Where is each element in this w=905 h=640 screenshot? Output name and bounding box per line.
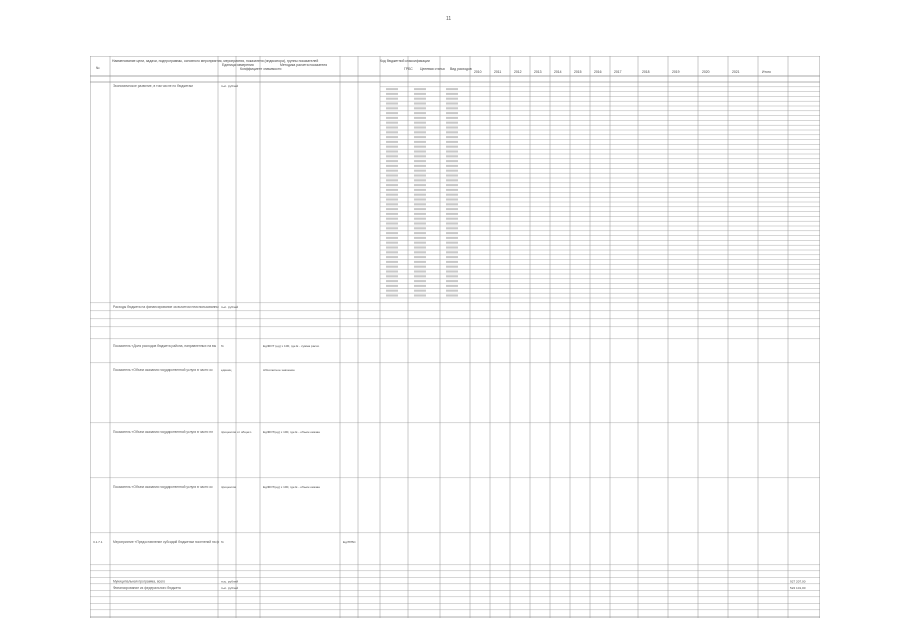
row-label: Показатель «Объем оказания государственной услуги в части пл <box>113 429 213 434</box>
cell-mark <box>446 199 458 201</box>
cell-mark <box>414 107 426 109</box>
cell-mark <box>414 112 426 114</box>
cell-mark <box>386 103 398 105</box>
cell-mark <box>414 98 426 100</box>
cell-mark <box>414 179 426 181</box>
cell-mark <box>386 247 398 249</box>
cell-mark <box>446 136 458 138</box>
cell-mark <box>414 218 426 220</box>
header-kbk-type: Вид расходов <box>450 67 472 71</box>
cell-mark <box>386 251 398 253</box>
cell-mark <box>414 213 426 215</box>
row-label: Финансирование из федерального бюджета <box>113 585 181 590</box>
header-kbk: Код бюджетной классификации <box>380 59 430 63</box>
cell-mark <box>414 131 426 133</box>
header-coef: Коэффициент значимости <box>240 67 282 71</box>
row-total: 927 207,00 <box>790 579 806 584</box>
cell-mark <box>446 227 458 229</box>
cell-mark <box>414 223 426 225</box>
header-year: 2012 <box>514 70 522 74</box>
cell-mark <box>386 189 398 191</box>
row-label: Показатель «Доля расходов бюджета района, направленных на вы <box>113 343 217 348</box>
row-grbs: Ед/ГРБС <box>343 539 356 544</box>
cell-mark <box>446 237 458 239</box>
row-unit: тыс. рублей <box>221 585 239 590</box>
cell-mark <box>446 218 458 220</box>
cell-mark <box>414 194 426 196</box>
cell-mark <box>386 266 398 268</box>
cell-mark <box>446 160 458 162</box>
row-number: 3.1.7.1 <box>93 539 103 544</box>
cell-mark <box>414 290 426 292</box>
header-year: Итого <box>762 70 771 74</box>
cell-mark <box>386 295 398 297</box>
cell-mark <box>414 170 426 172</box>
header-year: 2010 <box>474 70 482 74</box>
header-year: 2018 <box>642 70 650 74</box>
header-year: 2020 <box>702 70 710 74</box>
cell-mark <box>446 107 458 109</box>
cell-mark <box>414 227 426 229</box>
cell-mark <box>386 146 398 148</box>
cell-mark <box>446 295 458 297</box>
cell-mark <box>414 280 426 282</box>
row-unit: процентов от общего <box>221 429 252 434</box>
row-label: Муниципальная программа, всего <box>113 579 166 584</box>
cell-mark <box>446 213 458 215</box>
cell-mark <box>386 261 398 263</box>
cell-mark <box>414 117 426 119</box>
row-label: Показатель «Объем оказания государственной услуги в части ос <box>113 367 213 372</box>
cell-mark <box>446 247 458 249</box>
cell-mark <box>446 131 458 133</box>
cell-mark <box>414 208 426 210</box>
cell-mark <box>386 199 398 201</box>
row-unit: % <box>221 343 224 348</box>
header-year: 2013 <box>534 70 542 74</box>
cell-mark <box>446 242 458 244</box>
cell-mark <box>414 261 426 263</box>
cell-mark <box>414 232 426 234</box>
cell-mark <box>446 189 458 191</box>
cell-mark <box>414 155 426 157</box>
header-year: 2015 <box>574 70 582 74</box>
cell-mark <box>386 160 398 162</box>
header-year: 2017 <box>614 70 622 74</box>
cell-mark <box>386 218 398 220</box>
row-method: Ед/ФОТ (ед) х 100, где Е - сумма расхо <box>263 343 320 348</box>
cell-mark <box>446 93 458 95</box>
cell-mark <box>414 184 426 186</box>
cell-mark <box>446 208 458 210</box>
cell-mark <box>386 256 398 258</box>
cell-mark <box>414 165 426 167</box>
cell-mark <box>386 275 398 277</box>
cell-mark <box>446 122 458 124</box>
cell-mark <box>386 237 398 239</box>
cell-mark <box>446 175 458 177</box>
cell-mark <box>446 98 458 100</box>
cell-mark <box>414 122 426 124</box>
header-year: 2011 <box>494 70 502 74</box>
cell-mark <box>446 223 458 225</box>
row-total: 522 101,00 <box>790 585 806 590</box>
cell-mark <box>386 93 398 95</box>
cell-mark <box>446 112 458 114</box>
cell-mark <box>414 295 426 297</box>
cell-mark <box>446 203 458 205</box>
page-number: 11 <box>446 16 452 22</box>
cell-mark <box>446 251 458 253</box>
cell-mark <box>414 189 426 191</box>
header-unit: Единица измерения <box>222 63 254 67</box>
cell-mark <box>386 136 398 138</box>
cell-mark <box>414 127 426 129</box>
header-year: 2019 <box>672 70 680 74</box>
header-method: Методика расчета показателя <box>280 63 328 67</box>
cell-mark <box>414 203 426 205</box>
cell-mark <box>386 242 398 244</box>
cell-mark <box>386 280 398 282</box>
header-name-text: Наименование цели, задачи, подпрограммы, основного мероприятия, мероприятия, показателя (индикатора), группы показателей <box>112 59 319 63</box>
cell-mark <box>446 155 458 157</box>
cell-mark <box>386 122 398 124</box>
header-year: 2016 <box>594 70 602 74</box>
cell-mark <box>386 141 398 143</box>
cell-mark <box>386 179 398 181</box>
cell-mark <box>386 175 398 177</box>
cell-mark <box>446 179 458 181</box>
cell-mark <box>446 88 458 90</box>
row-unit: тыс. рублей <box>221 579 239 584</box>
cell-mark <box>446 271 458 273</box>
cell-mark <box>414 136 426 138</box>
cell-mark <box>386 165 398 167</box>
cell-mark <box>386 285 398 287</box>
row-unit: единиц <box>221 367 232 372</box>
header-year: 2014 <box>554 70 562 74</box>
budget-table <box>90 56 820 618</box>
header-no: № <box>96 66 100 70</box>
cell-mark <box>386 223 398 225</box>
table-grid <box>90 56 820 618</box>
row-label: Расходы бюджета на финансирование за вычетом неиспользованны <box>113 304 219 309</box>
cell-mark <box>446 275 458 277</box>
row-method: Ед/ФОТ(ед) х 100, где Е - объем оказан <box>263 484 320 489</box>
cell-mark <box>446 165 458 167</box>
row-method: Ед/ФОТ(ед) х 100, где Е - объем оказан <box>263 429 320 434</box>
cell-mark <box>414 275 426 277</box>
cell-mark <box>386 208 398 210</box>
header-kbk-grbs: ГРБС <box>404 67 413 71</box>
row-unit: тыс. рублей <box>221 304 239 309</box>
cell-mark <box>386 155 398 157</box>
cell-mark <box>446 127 458 129</box>
cell-mark <box>446 170 458 172</box>
cell-mark <box>386 203 398 205</box>
cell-mark <box>386 112 398 114</box>
cell-mark <box>386 88 398 90</box>
cell-mark <box>386 170 398 172</box>
cell-mark <box>414 271 426 273</box>
row-unit: процентов <box>221 484 237 489</box>
cell-mark <box>414 103 426 105</box>
row-label: Мероприятие «Предоставление субсидий бюджетам поселений на ф <box>113 539 220 544</box>
cell-mark <box>414 93 426 95</box>
cell-mark <box>446 151 458 153</box>
cell-mark <box>446 256 458 258</box>
cell-mark <box>386 98 398 100</box>
cell-mark <box>446 146 458 148</box>
cell-mark <box>414 251 426 253</box>
cell-mark <box>446 232 458 234</box>
cell-mark <box>386 271 398 273</box>
row-label: Экономическое развитие, в том числе по бюджетам <box>113 84 193 88</box>
cell-mark <box>414 141 426 143</box>
cell-mark <box>386 184 398 186</box>
cell-mark <box>414 88 426 90</box>
cell-mark <box>386 227 398 229</box>
cell-mark <box>386 194 398 196</box>
cell-mark <box>386 107 398 109</box>
row-unit: % <box>221 539 224 544</box>
cell-mark <box>446 285 458 287</box>
cell-mark <box>446 117 458 119</box>
cell-mark <box>446 141 458 143</box>
cell-mark <box>386 131 398 133</box>
header-year: 2021 <box>732 70 740 74</box>
cell-mark <box>386 127 398 129</box>
cell-mark <box>446 103 458 105</box>
cell-mark <box>414 199 426 201</box>
cell-mark <box>414 146 426 148</box>
cell-mark <box>386 213 398 215</box>
row-unit: тыс. рублей <box>221 84 239 88</box>
cell-mark <box>446 266 458 268</box>
cell-mark <box>386 117 398 119</box>
cell-mark <box>386 290 398 292</box>
cell-mark <box>386 151 398 153</box>
header-kbk-target: Целевая статья <box>420 67 445 71</box>
cell-mark <box>414 175 426 177</box>
row-label: Показатель «Объем оказания государственной услуги в части ос <box>113 484 213 489</box>
cell-mark <box>446 184 458 186</box>
cell-mark <box>414 285 426 287</box>
cell-mark <box>446 194 458 196</box>
cell-mark <box>446 261 458 263</box>
cell-mark <box>446 280 458 282</box>
cell-mark <box>414 237 426 239</box>
cell-mark <box>414 247 426 249</box>
cell-mark <box>414 151 426 153</box>
cell-mark <box>414 242 426 244</box>
cell-mark <box>414 160 426 162</box>
cell-mark <box>414 266 426 268</box>
row-method: Абсолютное значение <box>263 367 295 372</box>
cell-mark <box>446 290 458 292</box>
cell-mark <box>386 232 398 234</box>
cell-mark <box>414 256 426 258</box>
